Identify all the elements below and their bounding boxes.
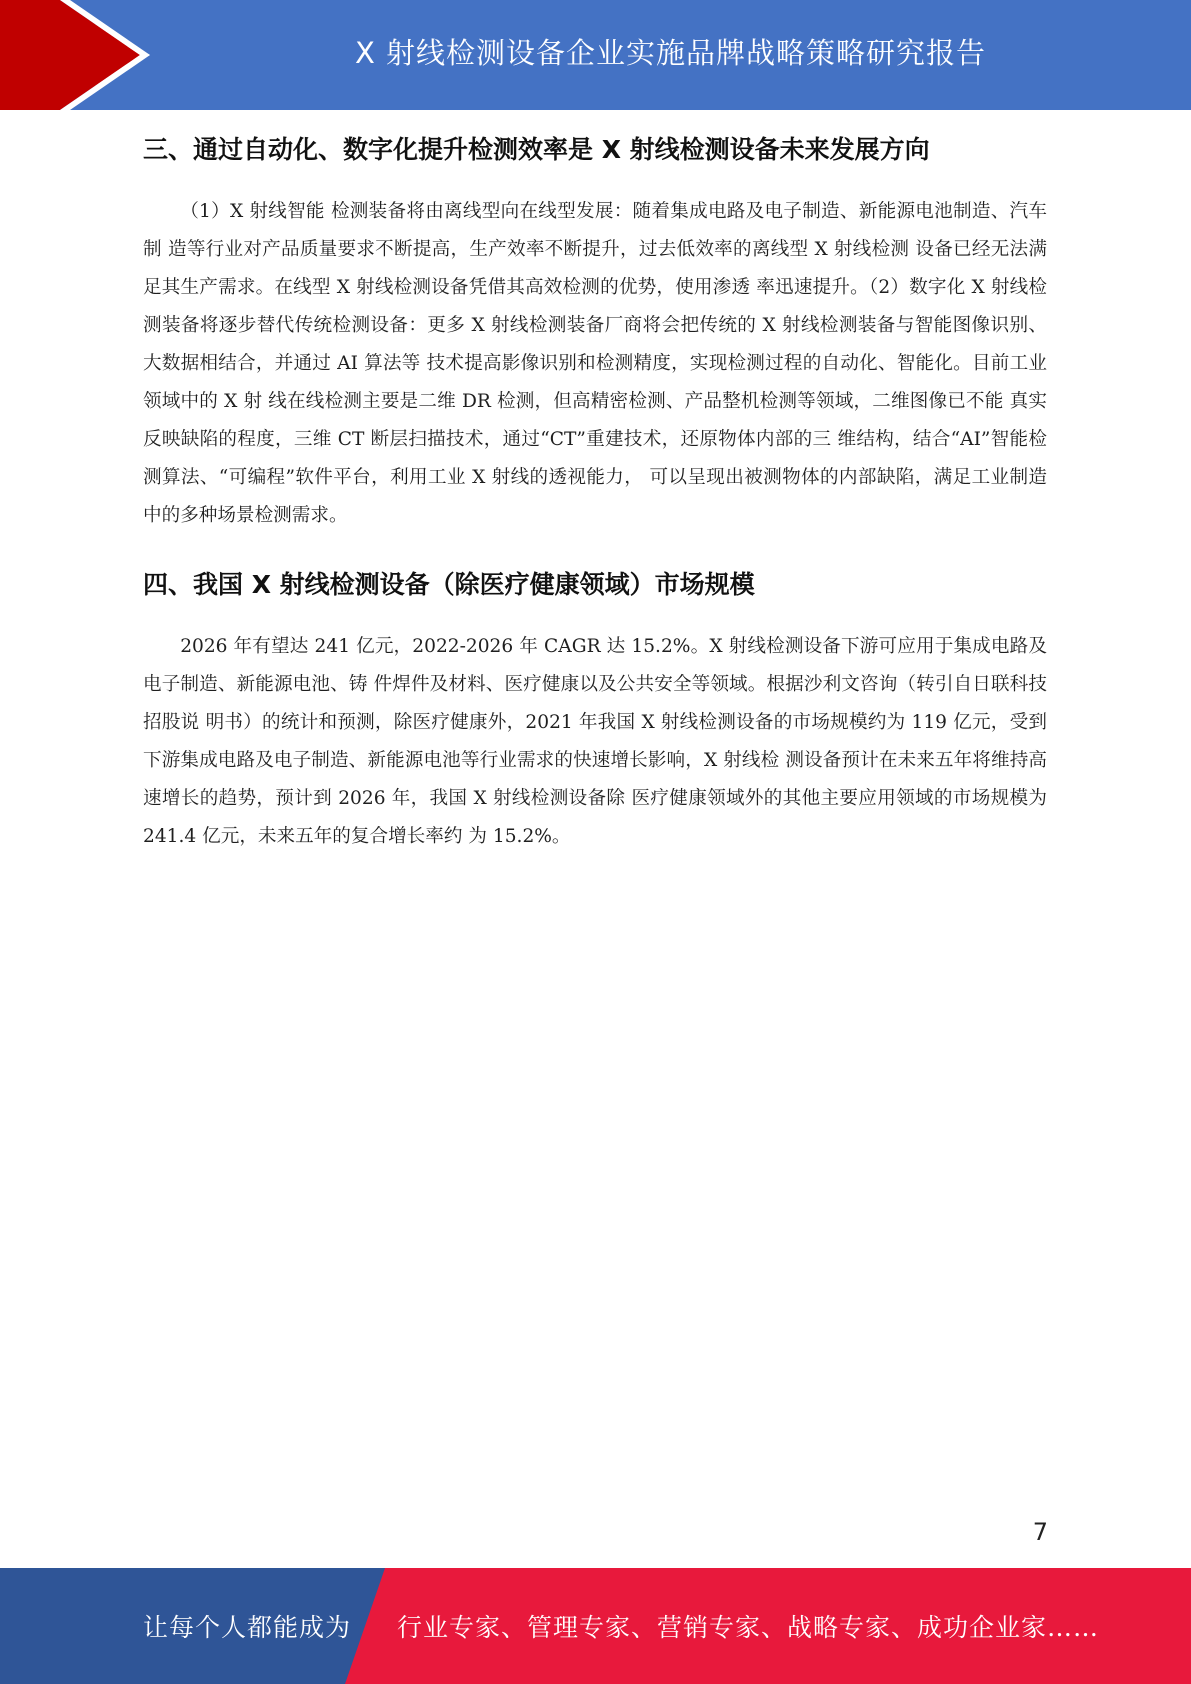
- section-4-paragraph: 2026 年有望达 241 亿元，2022-2026 年 CAGR 达 15.2%。X 射线检测设备下游可应用于集成电路及电子制造、新能源电池、铸 件焊件及材料、医疗健康以及公共安全等领域。根据沙利文咨询（转引自日联科技招股说 明书）的统计和预测，除医疗健康外，2021 年我国 X 射线检测设备的市场规模约为 119 亿元，受到下游集成电路及电子制造、新能源电池等行业需求的快速增长影响，X 射线检 测设备预计在未来五年将维持高速增长的趋势，预计到 2026 年，我国 X 射线检测设备除 医疗健康领域外的其他主要应用领域的市场规模为 241.4 亿元，未来五年的复合增长率约 为 15.2%。: [143, 636, 1047, 847]
- footer-band: [0, 1568, 1191, 1684]
- header-chevron-decoration: [0, 0, 160, 110]
- section-heading-4: 四、我国 X 射线检测设备（除医疗健康领域）市场规模: [143, 570, 755, 599]
- section-heading-3: 三、通过自动化、数字化提升检测效率是 X 射线检测设备未来发展方向: [143, 135, 930, 164]
- document-title: X 射线检测设备企业实施品牌战略策略研究报告: [354, 35, 987, 70]
- footer-slogan-left: 让每个人都能成为: [143, 1613, 352, 1642]
- page-number: 7: [1032, 1518, 1048, 1546]
- main-content: [143, 128, 1047, 856]
- section-3-paragraph: （1）X 射线智能 检测装备将由离线型向在线型发展：随着集成电路及电子制造、新能源电池制造、汽车制 造等行业对产品质量要求不断提高，生产效率不断提升，过去低效率的离线型 X 射线检测 设备已经无法满足其生产需求。在线型 X 射线检测设备凭借其高效检测的优势，使用渗透 率迅速提升。（2）数字化 X 射线检测装备将逐步替代传统检测设备：更多 X 射线检测装备厂商将会把传统的 X 射线检测装备与智能图像识别、大数据相结合，并通过 AI 算法等 技术提高影像识别和检测精度，实现检测过程的自动化、智能化。目前工业领域中的 X 射 线在线检测主要是二维 DR 检测，但高精密检测、产品整机检测等领域，二维图像已不能 真实反映缺陷的程度，三维 CT 断层扫描技术，通过“CT”重建技术，还原物体内部的三 维结构，结合“AI”智能检测算法、“可编程”软件平台，利用工业 X 射线的透视能力， 可以呈现出被测物体的内部缺陷，满足工业制造中的多种场景检测需求。: [143, 201, 1047, 526]
- header-band: [0, 0, 1191, 110]
- footer-slogan-right: 行业专家、管理专家、营销专家、战略专家、成功企业家……: [397, 1613, 1100, 1642]
